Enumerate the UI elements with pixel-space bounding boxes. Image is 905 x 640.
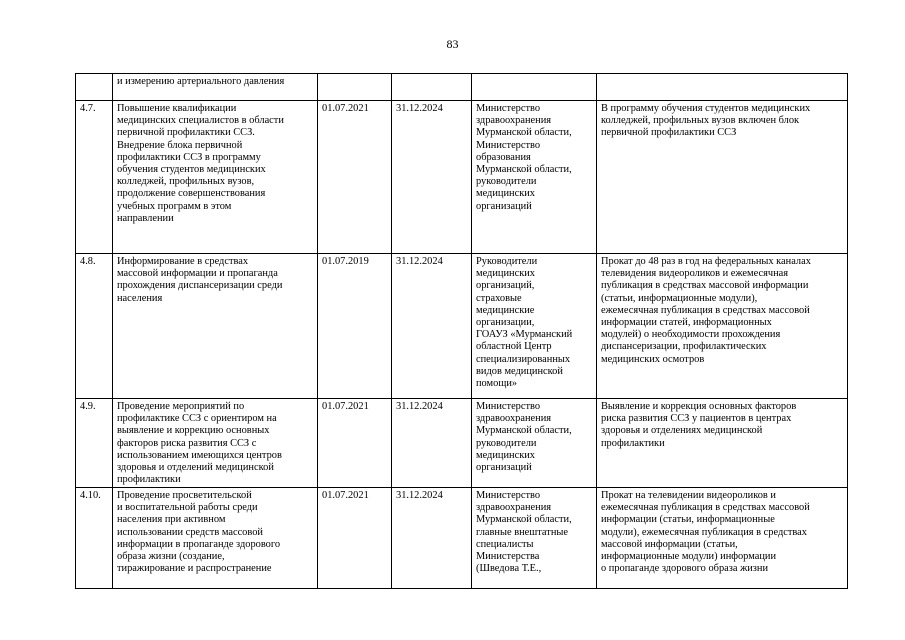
start-date-cell: 01.07.2021 [318, 101, 392, 254]
result-cell: Прокат на телевидении видеороликов и ежемесячная публикация в средствах массовой информации (статьи, информационные модули), ежемесячная публикация в средствах массовой информации (статьи, информационные модули) информации о пропаганде здорового образа жизни [597, 488, 848, 589]
executors-cell: Министерство здравоохранения Мурманской области, руководители медицинских организаций [472, 399, 597, 488]
item-number-cell: 4.10. [76, 488, 113, 589]
item-number-cell [76, 74, 113, 101]
executors-cell: Руководители медицинских организаций, страховые медицинские организации, ГОАУЗ «Мурманский областной Центр специализированных видов медицинской помощи» [472, 254, 597, 399]
measure-name-cell: Повышение квалификации медицинских специалистов в области первичной профилактики ССЗ. Внедрение блока первичной профилактики ССЗ в программу обучения студентов медицинских колледжей, профильных вузов, продолжение совершенствования учебных программ в этом направлении [113, 101, 318, 254]
measures-table [75, 73, 848, 589]
table-row [76, 399, 848, 488]
executors-cell [472, 74, 597, 101]
measure-name-cell: Проведение мероприятий по профилактике ССЗ с ориентиром на выявление и коррекцию основных факторов риска развития ССЗ с использованием имеющихся центров здоровья и отделений медицинской профилактики [113, 399, 318, 488]
page-number: 83 [446, 37, 459, 51]
result-cell: Выявление и коррекция основных факторов риска развития ССЗ у пациентов в центрах здоровья и отделениях медицинской профилактики [597, 399, 848, 488]
result-cell: Прокат до 48 раз в год на федеральных каналах телевидения видеороликов и ежемесячная публикация в средствах массовой информации (статьи, информационные модули), ежемесячная публикация в средствах массовой информации статей, информационных модулей) о необходимости прохождения диспансеризации, профилактических медицинских осмотров [597, 254, 848, 399]
start-date-cell: 01.07.2021 [318, 399, 392, 488]
item-number-cell: 4.7. [76, 101, 113, 254]
result-cell [597, 74, 848, 101]
start-date-cell: 01.07.2021 [318, 488, 392, 589]
table-row [76, 254, 848, 399]
table-row [76, 488, 848, 589]
end-date-cell: 31.12.2024 [392, 488, 472, 589]
start-date-cell: 01.07.2019 [318, 254, 392, 399]
measure-name-cell: Проведение просветительской и воспитательной работы среди населения при активном использовании средств массовой информации в пропаганде здорового образа жизни (создание, тиражирование и распространение [113, 488, 318, 589]
result-cell: В программу обучения студентов медицинских колледжей, профильных вузов включен блок первичной профилактики ССЗ [597, 101, 848, 254]
executors-cell: Министерство здравоохранения Мурманской области, главные внештатные специалисты Министерства (Шведова Т.Е., [472, 488, 597, 589]
executors-cell: Министерство здравоохранения Мурманской области, Министерство образования Мурманской области, руководители медицинских организаций [472, 101, 597, 254]
end-date-cell: 31.12.2024 [392, 254, 472, 399]
measure-name-cell: и измерению артериального давления [113, 74, 318, 101]
end-date-cell [392, 74, 472, 101]
item-number-cell: 4.9. [76, 399, 113, 488]
measure-name-cell: Информирование в средствах массовой информации и пропаганда прохождения диспансеризации среди населения [113, 254, 318, 399]
table-row [76, 101, 848, 254]
item-number-cell: 4.8. [76, 254, 113, 399]
table-row [76, 74, 848, 101]
end-date-cell: 31.12.2024 [392, 399, 472, 488]
start-date-cell [318, 74, 392, 101]
end-date-cell: 31.12.2024 [392, 101, 472, 254]
